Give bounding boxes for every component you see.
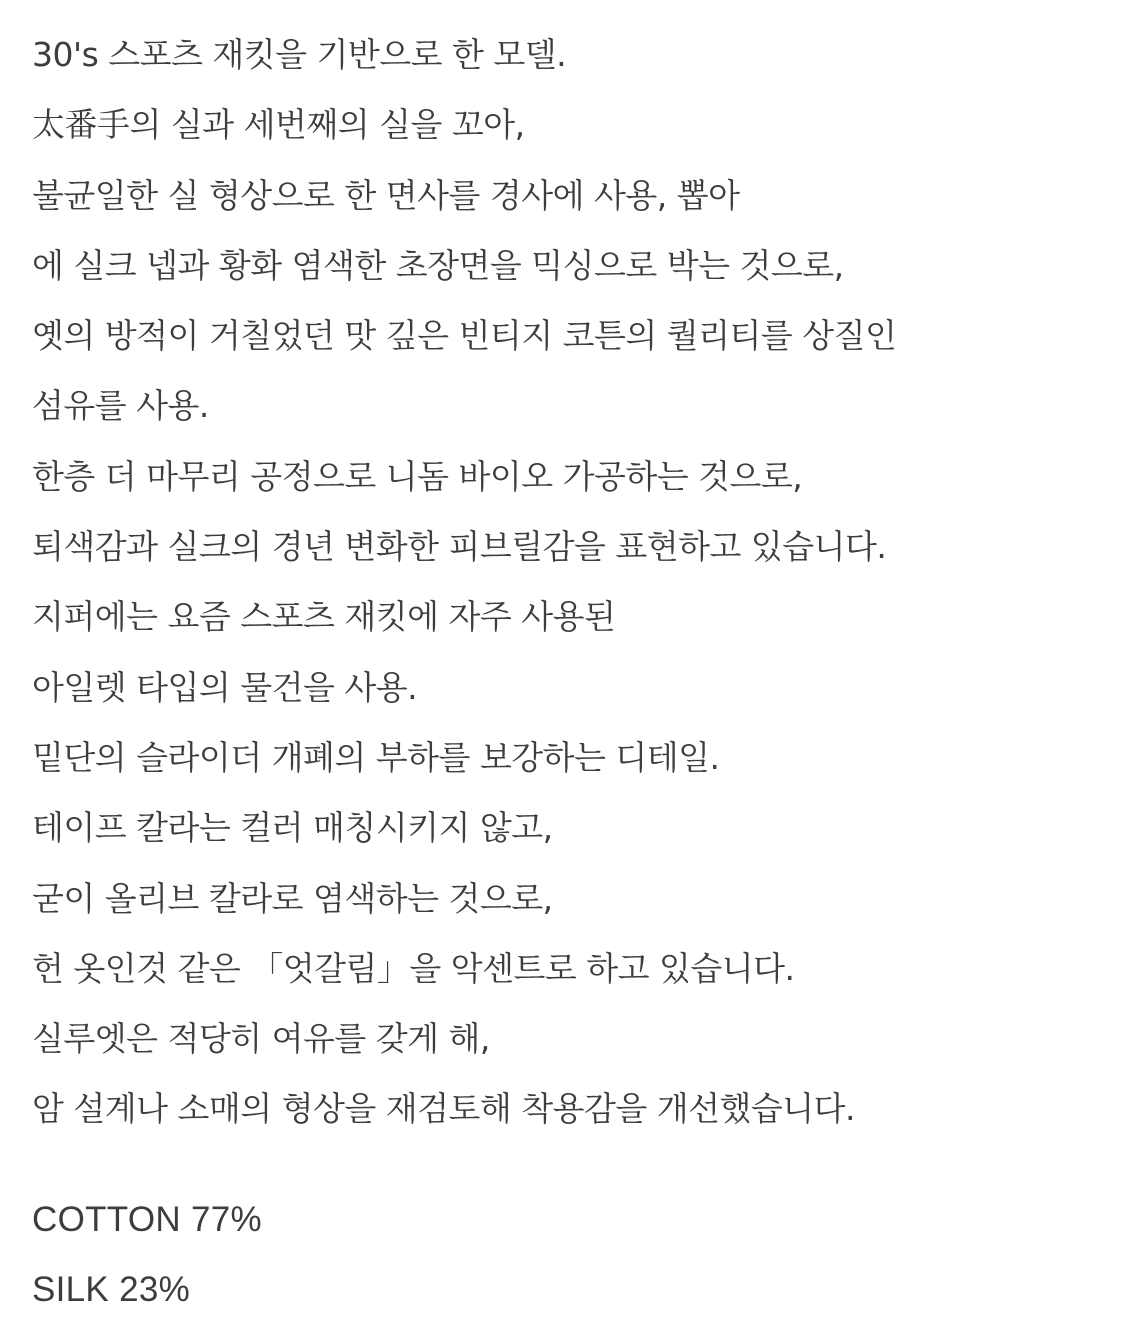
description-line: 퇴색감과 실크의 경년 변화한 피브릴감을 표현하고 있습니다. <box>32 527 887 567</box>
description-line: 실루엣은 적당히 여유를 갖게 해, <box>32 1019 490 1059</box>
description-line: 불균일한 실 형상으로 한 면사를 경사에 사용, 뽑아 <box>32 175 740 215</box>
material-composition <box>32 1185 1102 1325</box>
section-spacer <box>32 1145 1102 1185</box>
description-line: 헌 옷인것 같은 「엇갈림」을 악센트로 하고 있습니다. <box>32 948 795 988</box>
description-line: 太番手의 실과 세번째의 실을 꼬아, <box>32 105 525 145</box>
description-line: 에 실크 넵과 황화 염색한 초장면을 믹싱으로 박는 것으로, <box>32 245 844 285</box>
product-description <box>32 20 1102 1145</box>
description-line: 암 설계나 소매의 형상을 재검토해 착용감을 개선했습니다. <box>32 1089 855 1129</box>
description-line: 테이프 칼라는 컬러 매칭시키지 않고, <box>32 808 553 848</box>
description-line: 지퍼에는 요즘 스포츠 재킷에 자주 사용된 <box>32 597 616 637</box>
material-silk: SILK 23% <box>32 1269 191 1309</box>
description-line: 30's 스포츠 재킷을 기반으로 한 모델. <box>32 35 567 74</box>
material-cotton: COTTON 77% <box>32 1199 262 1239</box>
description-line: 옛의 방적이 거칠었던 맛 깊은 빈티지 코튼의 퀄리티를 상질인 <box>32 316 897 356</box>
product-description-page <box>32 20 1102 1325</box>
description-line: 아일렛 타입의 물건을 사용. <box>32 667 418 707</box>
description-line: 밑단의 슬라이더 개폐의 부하를 보강하는 디테일. <box>32 737 720 777</box>
description-line: 굳이 올리브 칼라로 염색하는 것으로, <box>32 878 553 918</box>
description-line: 한층 더 마무리 공정으로 니돔 바이오 가공하는 것으로, <box>32 456 803 496</box>
description-line: 섬유를 사용. <box>32 386 209 426</box>
